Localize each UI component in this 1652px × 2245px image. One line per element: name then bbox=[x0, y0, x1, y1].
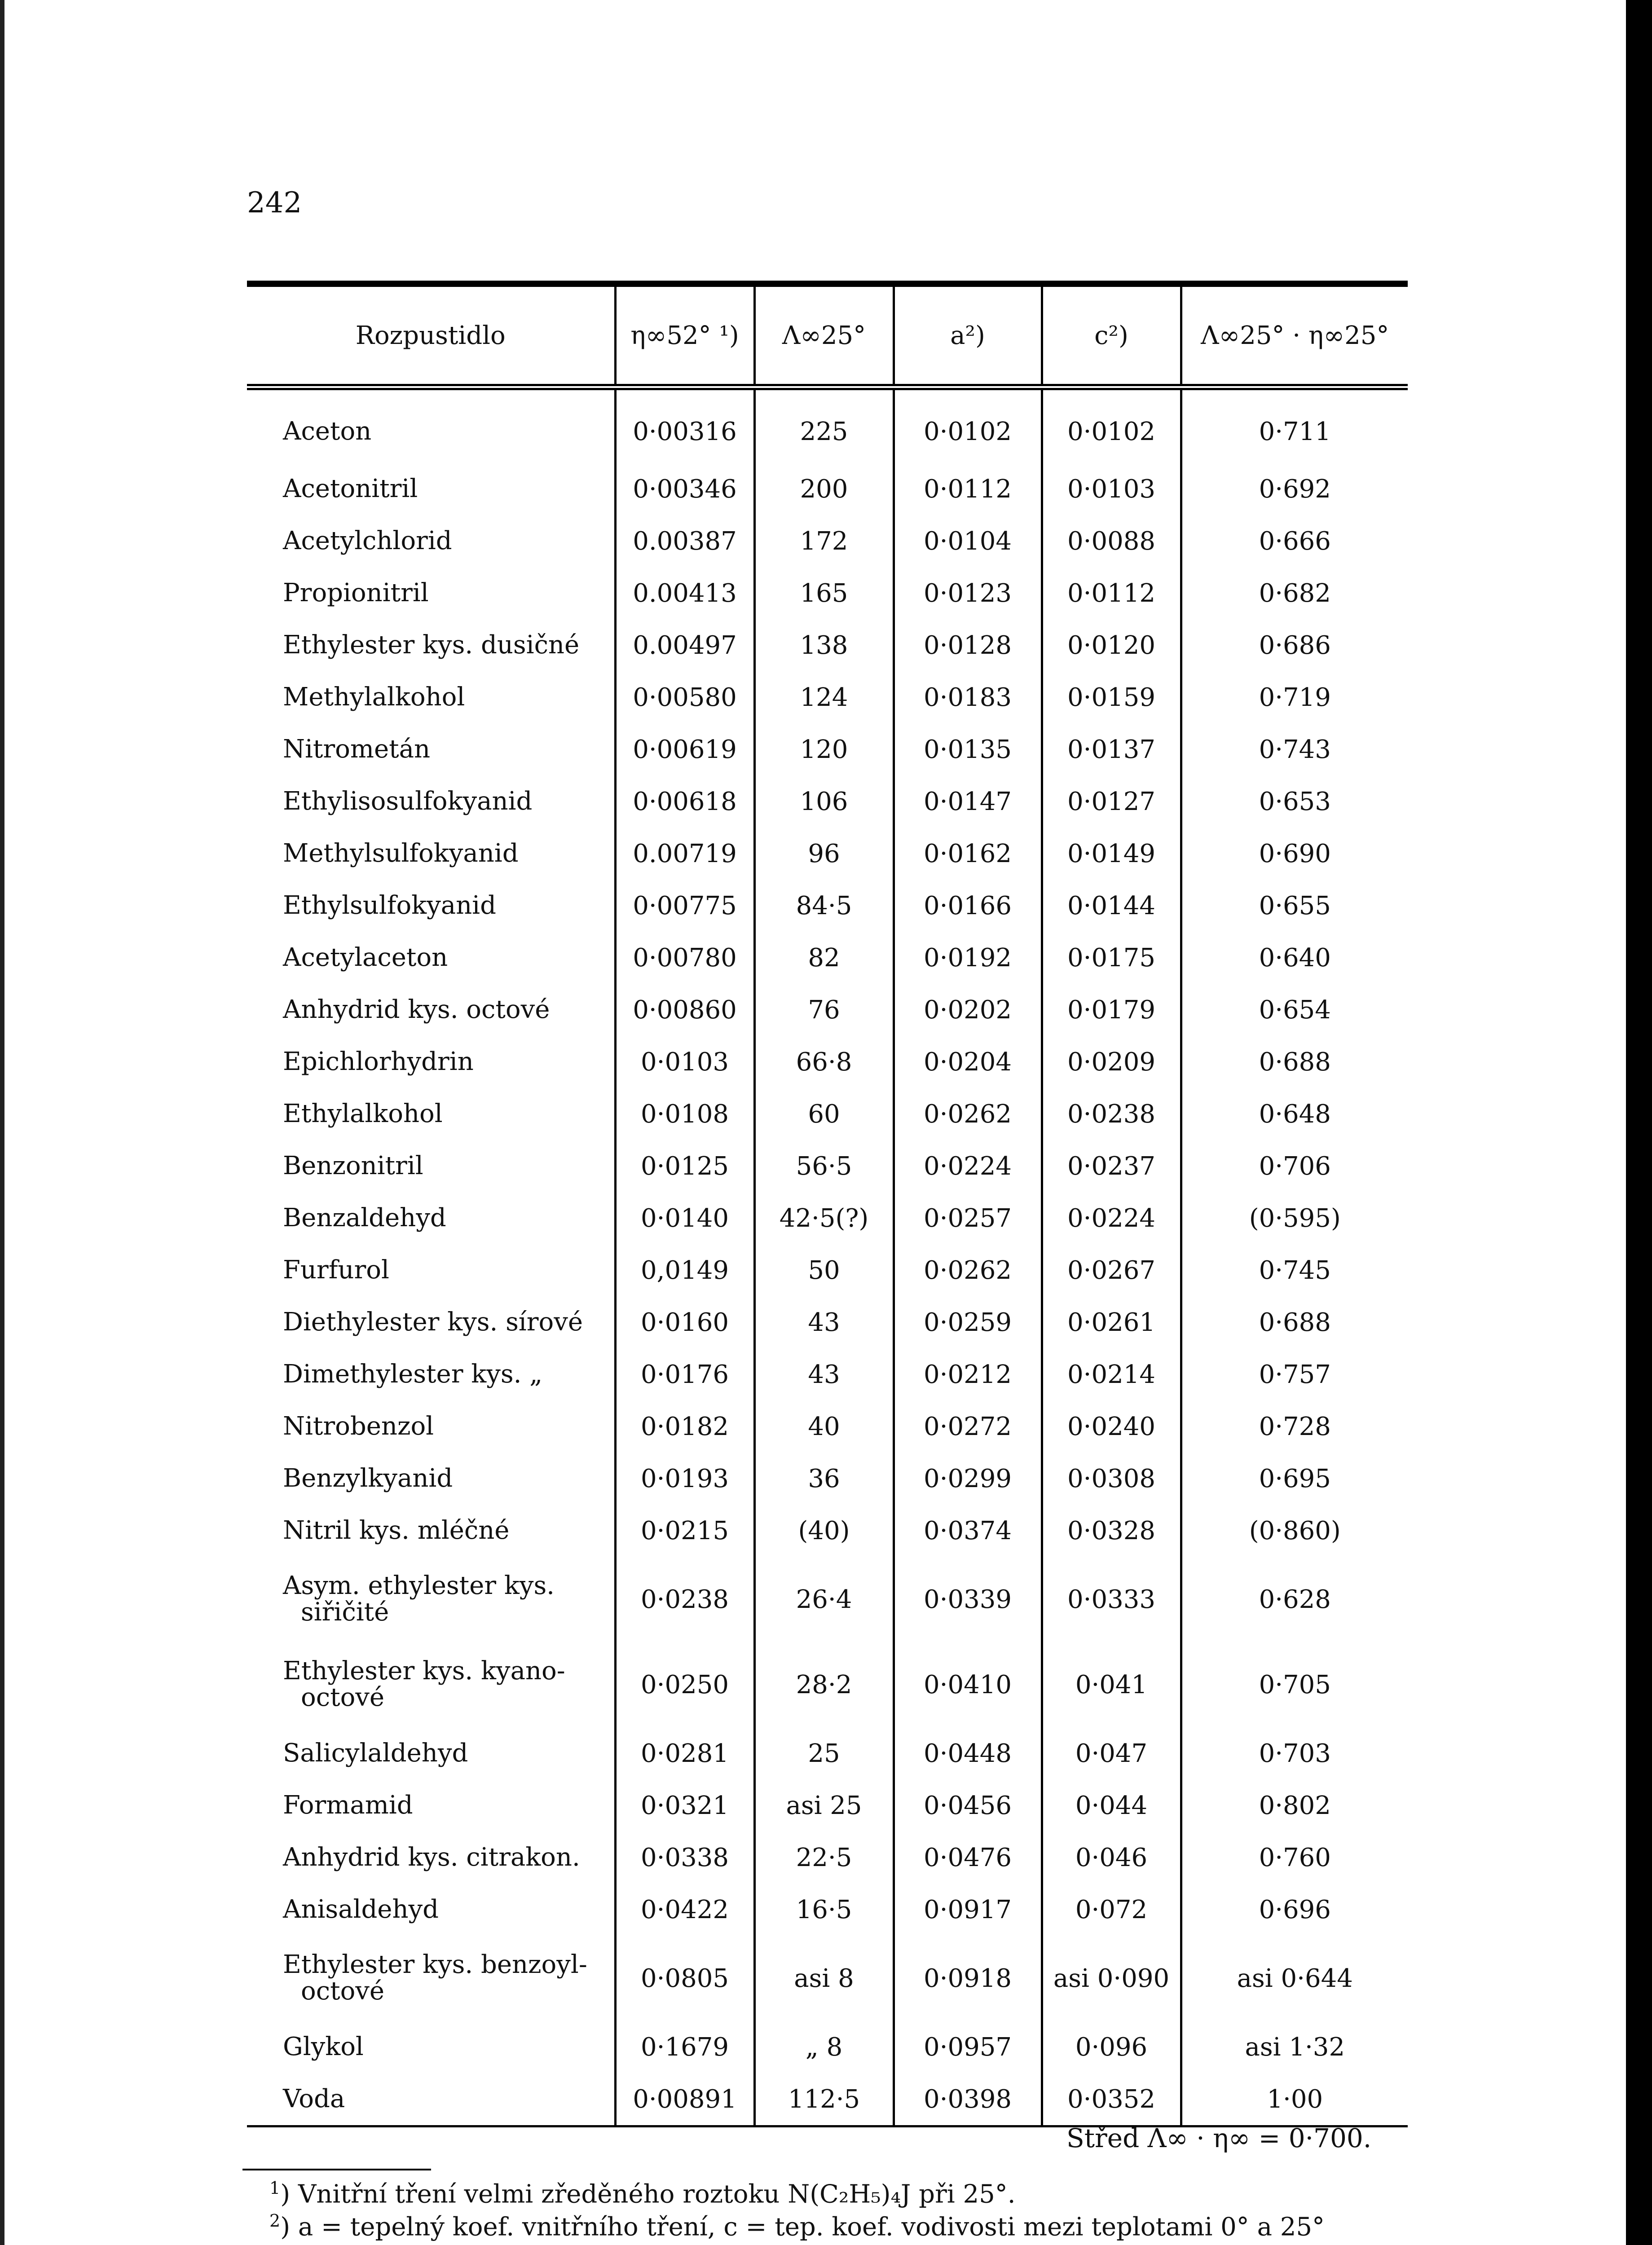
table-row bbox=[247, 1400, 1408, 1453]
cell-c: 0·0149 bbox=[1042, 828, 1181, 880]
cell-product: asi 1·32 bbox=[1181, 2021, 1408, 2073]
cell-conductivity: 120 bbox=[754, 723, 894, 775]
table-row bbox=[247, 1453, 1408, 1505]
cell-solvent: Voda bbox=[247, 2073, 615, 2126]
cell-conductivity: 60 bbox=[754, 1088, 894, 1140]
cell-conductivity: 172 bbox=[754, 515, 894, 567]
cell-solvent: Glykol bbox=[283, 2032, 364, 2061]
cell-c: 0·0144 bbox=[1042, 880, 1181, 932]
footnote-rule bbox=[242, 2169, 431, 2170]
cell-solvent: Salicylaldehyd bbox=[283, 1738, 468, 1768]
cell-viscosity: 0·0125 bbox=[615, 1140, 754, 1192]
cell-conductivity: 200 bbox=[754, 463, 894, 515]
cell-a: 0·0204 bbox=[894, 1036, 1042, 1088]
header-c: c²) bbox=[1042, 284, 1181, 387]
cell-product: 0·705 bbox=[1181, 1642, 1408, 1727]
cell-c: 0·0308 bbox=[1042, 1453, 1181, 1505]
cell-product: 0·695 bbox=[1181, 1453, 1408, 1505]
header-solvent: Rozpustidlo bbox=[247, 284, 615, 387]
cell-c: 0·0224 bbox=[1042, 1192, 1181, 1244]
header-viscosity: η∞52° ¹) bbox=[615, 284, 754, 387]
cell-solvent: Diethylester kys. sírové bbox=[283, 1307, 583, 1337]
cell-conductivity: „ 8 bbox=[754, 2021, 894, 2073]
cell-viscosity: 0·0338 bbox=[615, 1831, 754, 1884]
cell-conductivity: 76 bbox=[754, 984, 894, 1036]
cell-conductivity: 43 bbox=[754, 1296, 894, 1348]
cell-product: 0·703 bbox=[1181, 1727, 1408, 1779]
table-row bbox=[247, 1936, 1408, 2021]
table-row bbox=[247, 1244, 1408, 1296]
table-row bbox=[247, 880, 1408, 932]
cell-c: 0·0328 bbox=[1042, 1505, 1181, 1557]
cell-solvent: Acetylaceton bbox=[283, 942, 448, 972]
cell-solvent: Methylalkohol bbox=[283, 682, 465, 712]
cell-viscosity: 0·00619 bbox=[615, 723, 754, 775]
cell-product: 0·696 bbox=[1181, 1884, 1408, 1936]
cell-a: 0·0202 bbox=[894, 984, 1042, 1036]
header-product: Λ∞25° · η∞25° bbox=[1181, 284, 1408, 387]
table-header-row bbox=[247, 284, 1408, 387]
cell-a: 0·0398 bbox=[894, 2073, 1042, 2126]
cell-c: 0·072 bbox=[1042, 1884, 1181, 1936]
cell-viscosity: 0·1679 bbox=[615, 2021, 754, 2073]
cell-a: 0·0448 bbox=[894, 1727, 1042, 1779]
cell-product: 1·00 bbox=[1181, 2073, 1408, 2126]
cell-solvent: Nitril kys. mléčné bbox=[283, 1515, 510, 1545]
cell-product: (0·860) bbox=[1181, 1505, 1408, 1557]
cell-solvent: Anisaldehyd bbox=[283, 1894, 439, 1924]
cell-a: 0·0262 bbox=[894, 1244, 1042, 1296]
cell-c: 0·0137 bbox=[1042, 723, 1181, 775]
cell-a: 0·0262 bbox=[894, 1088, 1042, 1140]
cell-solvent: Acetonitril bbox=[283, 474, 418, 503]
cell-c: 0·046 bbox=[1042, 1831, 1181, 1884]
cell-product: 0·682 bbox=[1181, 567, 1408, 619]
cell-c: 0·0333 bbox=[1042, 1557, 1181, 1642]
average-value: Střed Λ∞ · η∞ = 0·700. bbox=[1066, 2123, 1372, 2153]
cell-solvent: Nitrometán bbox=[283, 734, 431, 764]
cell-a: 0·0257 bbox=[894, 1192, 1042, 1244]
cell-product: 0·655 bbox=[1181, 880, 1408, 932]
cell-conductivity: 112·5 bbox=[754, 2073, 894, 2126]
table-row bbox=[247, 1505, 1408, 1557]
cell-conductivity: 124 bbox=[754, 671, 894, 723]
cell-viscosity: 0·0160 bbox=[615, 1296, 754, 1348]
cell-a: 0·0135 bbox=[894, 723, 1042, 775]
cell-product: 0·640 bbox=[1181, 932, 1408, 984]
cell-solvent: Anhydrid kys. octové bbox=[283, 995, 550, 1024]
cell-a: 0·0374 bbox=[894, 1505, 1042, 1557]
cell-solvent: Ethylisosulfokyanid bbox=[283, 786, 533, 816]
table-row bbox=[247, 1036, 1408, 1088]
cell-c: 0·0237 bbox=[1042, 1140, 1181, 1192]
cell-c: 0·0120 bbox=[1042, 619, 1181, 671]
cell-conductivity: 225 bbox=[754, 387, 894, 463]
cell-solvent: Asym. ethylester kys. siřičité bbox=[283, 1571, 555, 1627]
data-table bbox=[247, 281, 1408, 2127]
cell-viscosity: 0·0176 bbox=[615, 1348, 754, 1400]
cell-product: 0·711 bbox=[1181, 387, 1408, 463]
cell-conductivity: 26·4 bbox=[754, 1557, 894, 1642]
table-row bbox=[247, 1831, 1408, 1884]
cell-c: 0·0214 bbox=[1042, 1348, 1181, 1400]
cell-viscosity: 0·00316 bbox=[615, 387, 754, 463]
cell-a: 0·0224 bbox=[894, 1140, 1042, 1192]
table-row bbox=[247, 463, 1408, 515]
cell-viscosity: 0·0193 bbox=[615, 1453, 754, 1505]
table-row bbox=[247, 1296, 1408, 1348]
table-row bbox=[247, 1884, 1408, 1936]
cell-viscosity: 0.00719 bbox=[615, 828, 754, 880]
cell-conductivity: 165 bbox=[754, 567, 894, 619]
cell-a: 0·0456 bbox=[894, 1779, 1042, 1831]
cell-a: 0·0476 bbox=[894, 1831, 1042, 1884]
cell-solvent: Furfurol bbox=[283, 1255, 389, 1285]
cell-product: 0·719 bbox=[1181, 671, 1408, 723]
cell-product: 0·745 bbox=[1181, 1244, 1408, 1296]
page-number: 242 bbox=[247, 186, 302, 220]
cell-viscosity: 0.00413 bbox=[615, 567, 754, 619]
cell-product: (0·595) bbox=[1181, 1192, 1408, 1244]
cell-conductivity: 28·2 bbox=[754, 1642, 894, 1727]
cell-a: 0·0957 bbox=[894, 2021, 1042, 2073]
cell-conductivity: 42·5(?) bbox=[754, 1192, 894, 1244]
cell-product: 0·654 bbox=[1181, 984, 1408, 1036]
cell-product: 0·653 bbox=[1181, 775, 1408, 828]
cell-conductivity: 25 bbox=[754, 1727, 894, 1779]
cell-product: asi 0·644 bbox=[1181, 1936, 1408, 2021]
cell-solvent: Benzaldehyd bbox=[283, 1203, 446, 1233]
cell-product: 0·692 bbox=[1181, 463, 1408, 515]
cell-a: 0·0102 bbox=[894, 387, 1042, 463]
cell-c: 0·0175 bbox=[1042, 932, 1181, 984]
table-row bbox=[247, 1140, 1408, 1192]
table-row bbox=[247, 1642, 1408, 1727]
cell-viscosity: 0·0321 bbox=[615, 1779, 754, 1831]
cell-solvent: Formamid bbox=[283, 1790, 413, 1820]
cell-product: 0·690 bbox=[1181, 828, 1408, 880]
cell-c: 0·0209 bbox=[1042, 1036, 1181, 1088]
cell-conductivity: 50 bbox=[754, 1244, 894, 1296]
cell-viscosity: 0·00346 bbox=[615, 463, 754, 515]
cell-solvent: Dimethylester kys. „ bbox=[283, 1359, 543, 1389]
cell-c: 0·041 bbox=[1042, 1642, 1181, 1727]
cell-viscosity: 0·0215 bbox=[615, 1505, 754, 1557]
cell-viscosity: 0·00580 bbox=[615, 671, 754, 723]
table-row bbox=[247, 387, 1408, 463]
table-row bbox=[247, 932, 1408, 984]
cell-product: 0·648 bbox=[1181, 1088, 1408, 1140]
cell-conductivity: 82 bbox=[754, 932, 894, 984]
cell-a: 0·0272 bbox=[894, 1400, 1042, 1453]
cell-solvent: Nitrobenzol bbox=[283, 1411, 434, 1441]
cell-c: asi 0·090 bbox=[1042, 1936, 1181, 2021]
footnote-2: $^2$) a = tepelný koef. vnitřního tření, c = tep. koef. vodivosti mezi teplotami 0° a 25° bbox=[269, 2210, 1325, 2242]
cell-conductivity: (40) bbox=[754, 1505, 894, 1557]
cell-product: 0·743 bbox=[1181, 723, 1408, 775]
cell-a: 0·0192 bbox=[894, 932, 1042, 984]
cell-product: 0·688 bbox=[1181, 1296, 1408, 1348]
cell-viscosity: 0·00891 bbox=[615, 2073, 754, 2126]
cell-viscosity: 0·0103 bbox=[615, 1036, 754, 1088]
cell-a: 0·0339 bbox=[894, 1557, 1042, 1642]
cell-a: 0·0147 bbox=[894, 775, 1042, 828]
cell-c: 0·0238 bbox=[1042, 1088, 1181, 1140]
cell-a: 0·0299 bbox=[894, 1453, 1042, 1505]
cell-viscosity: 0·0140 bbox=[615, 1192, 754, 1244]
cell-solvent: Acetylchlorid bbox=[283, 526, 452, 555]
table-row bbox=[247, 1557, 1408, 1642]
cell-c: 0·0179 bbox=[1042, 984, 1181, 1036]
cell-conductivity: 36 bbox=[754, 1453, 894, 1505]
cell-product: 0·628 bbox=[1181, 1557, 1408, 1642]
cell-c: 0·0261 bbox=[1042, 1296, 1181, 1348]
cell-a: 0·0259 bbox=[894, 1296, 1042, 1348]
table-row bbox=[247, 1088, 1408, 1140]
cell-solvent: Ethylester kys. benzoyl- octové bbox=[283, 1950, 587, 2006]
cell-product: 0·728 bbox=[1181, 1400, 1408, 1453]
cell-c: 0·0112 bbox=[1042, 567, 1181, 619]
cell-solvent: Epichlorhydrin bbox=[283, 1047, 474, 1076]
cell-a: 0·0162 bbox=[894, 828, 1042, 880]
cell-c: 0·0352 bbox=[1042, 2073, 1181, 2126]
cell-solvent: Methylsulfokyanid bbox=[283, 838, 519, 868]
scan-edge-left bbox=[0, 0, 4, 2245]
cell-solvent: Ethylester kys. kyano- octové bbox=[283, 1656, 565, 1712]
cell-product: 0·706 bbox=[1181, 1140, 1408, 1192]
table-row bbox=[247, 984, 1408, 1036]
cell-a: 0·0128 bbox=[894, 619, 1042, 671]
cell-conductivity: 138 bbox=[754, 619, 894, 671]
cell-solvent: Ethylsulfokyanid bbox=[283, 890, 496, 920]
cell-viscosity: 0·00780 bbox=[615, 932, 754, 984]
cell-product: 0·802 bbox=[1181, 1779, 1408, 1831]
cell-viscosity: 0,0149 bbox=[615, 1244, 754, 1296]
cell-product: 0·666 bbox=[1181, 515, 1408, 567]
cell-a: 0·0212 bbox=[894, 1348, 1042, 1400]
cell-solvent: Ethylester kys. dusičné bbox=[283, 630, 580, 660]
cell-a: 0·0123 bbox=[894, 567, 1042, 619]
cell-conductivity: 96 bbox=[754, 828, 894, 880]
cell-viscosity: 0.00387 bbox=[615, 515, 754, 567]
cell-conductivity: 40 bbox=[754, 1400, 894, 1453]
cell-product: 0·686 bbox=[1181, 619, 1408, 671]
cell-conductivity: 43 bbox=[754, 1348, 894, 1400]
cell-c: 0·0159 bbox=[1042, 671, 1181, 723]
cell-c: 0·0127 bbox=[1042, 775, 1181, 828]
cell-solvent: Ethylalkohol bbox=[283, 1099, 443, 1128]
cell-viscosity: 0·00618 bbox=[615, 775, 754, 828]
cell-c: 0·0240 bbox=[1042, 1400, 1181, 1453]
cell-conductivity: 56·5 bbox=[754, 1140, 894, 1192]
cell-a: 0·0410 bbox=[894, 1642, 1042, 1727]
table-row bbox=[247, 775, 1408, 828]
cell-conductivity: 66·8 bbox=[754, 1036, 894, 1088]
cell-a: 0·0917 bbox=[894, 1884, 1042, 1936]
table-row bbox=[247, 567, 1408, 619]
cell-conductivity: 106 bbox=[754, 775, 894, 828]
cell-a: 0·0166 bbox=[894, 880, 1042, 932]
cell-c: 0·0088 bbox=[1042, 515, 1181, 567]
cell-a: 0·0183 bbox=[894, 671, 1042, 723]
cell-conductivity: 16·5 bbox=[754, 1884, 894, 1936]
table-row bbox=[247, 619, 1408, 671]
table-row bbox=[247, 515, 1408, 567]
cell-conductivity: asi 8 bbox=[754, 1936, 894, 2021]
footnotes bbox=[269, 2178, 1482, 2243]
cell-c: 0·0267 bbox=[1042, 1244, 1181, 1296]
cell-a: 0·0112 bbox=[894, 463, 1042, 515]
footnote-2-text: a = tepelný koef. vnitřního tření, c = tep. koef. vodivosti mezi teplotami 0° a 25° bbox=[298, 2212, 1325, 2242]
cell-conductivity: 84·5 bbox=[754, 880, 894, 932]
cell-solvent: Benzylkyanid bbox=[283, 1463, 453, 1493]
table-row bbox=[247, 723, 1408, 775]
table-row bbox=[247, 1779, 1408, 1831]
cell-solvent: Benzonitril bbox=[283, 1151, 423, 1180]
table-row bbox=[247, 2021, 1408, 2073]
cell-viscosity: 0·0281 bbox=[615, 1727, 754, 1779]
cell-c: 0·047 bbox=[1042, 1727, 1181, 1779]
table-row bbox=[247, 1727, 1408, 1779]
cell-conductivity: 22·5 bbox=[754, 1831, 894, 1884]
header-conductivity: Λ∞25° bbox=[754, 284, 894, 387]
table-row bbox=[247, 828, 1408, 880]
table-row bbox=[247, 2073, 1408, 2126]
cell-a: 0·0104 bbox=[894, 515, 1042, 567]
cell-viscosity: 0·0422 bbox=[615, 1884, 754, 1936]
table-body bbox=[247, 387, 1408, 2126]
cell-viscosity: 0·00775 bbox=[615, 880, 754, 932]
table-row bbox=[247, 671, 1408, 723]
cell-c: 0·0103 bbox=[1042, 463, 1181, 515]
cell-c: 0·0102 bbox=[1042, 387, 1181, 463]
cell-viscosity: 0·0238 bbox=[615, 1557, 754, 1642]
cell-viscosity: 0.00497 bbox=[615, 619, 754, 671]
table-row bbox=[247, 1192, 1408, 1244]
cell-viscosity: 0·0182 bbox=[615, 1400, 754, 1453]
cell-product: 0·688 bbox=[1181, 1036, 1408, 1088]
scan-edge-right bbox=[1626, 0, 1652, 2245]
cell-a: 0·0918 bbox=[894, 1936, 1042, 2021]
header-a: a²) bbox=[894, 284, 1042, 387]
footnote-1: $^1$) Vnitřní tření velmi zředěného roztoku N(C₂H₅)₄J při 25°. bbox=[269, 2178, 1016, 2209]
cell-solvent: Aceton bbox=[283, 416, 372, 446]
cell-viscosity: 0·00860 bbox=[615, 984, 754, 1036]
footnote-1-text: Vnitřní tření velmi zředěného roztoku N(C₂H₅)₄J při 25°. bbox=[298, 2179, 1016, 2209]
cell-c: 0·044 bbox=[1042, 1779, 1181, 1831]
cell-viscosity: 0·0250 bbox=[615, 1642, 754, 1727]
cell-product: 0·760 bbox=[1181, 1831, 1408, 1884]
cell-viscosity: 0·0805 bbox=[615, 1936, 754, 2021]
cell-conductivity: asi 25 bbox=[754, 1779, 894, 1831]
cell-product: 0·757 bbox=[1181, 1348, 1408, 1400]
cell-viscosity: 0·0108 bbox=[615, 1088, 754, 1140]
table-row bbox=[247, 1348, 1408, 1400]
cell-c: 0·096 bbox=[1042, 2021, 1181, 2073]
cell-solvent: Anhydrid kys. citrakon. bbox=[283, 1842, 580, 1872]
cell-solvent: Propionitril bbox=[283, 578, 429, 607]
